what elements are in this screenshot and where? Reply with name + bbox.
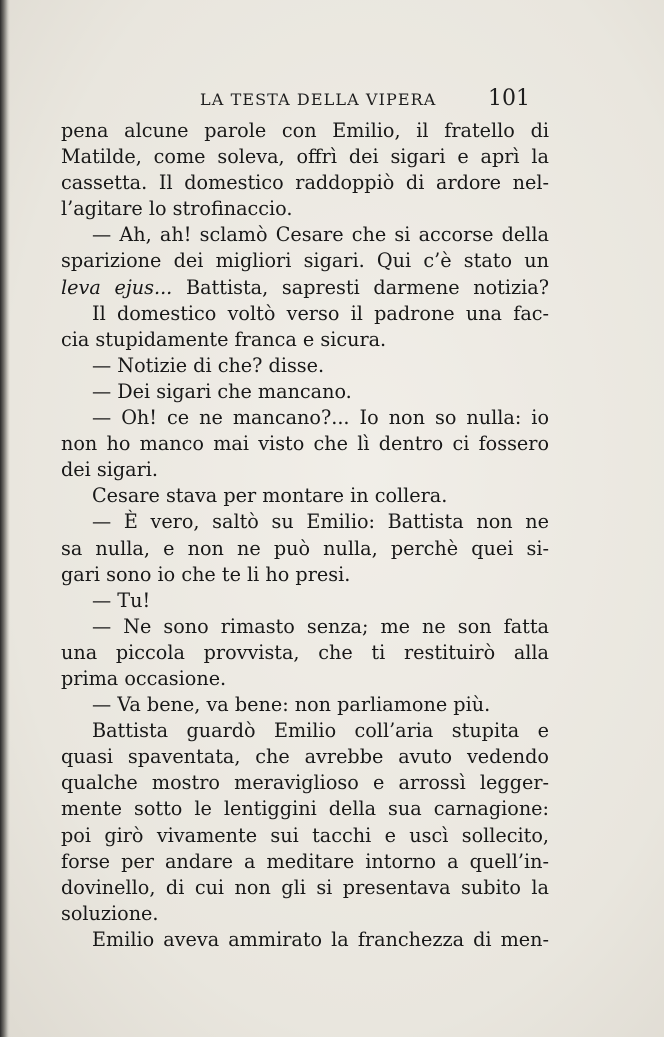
text-line: — Ah, ah! sclamò Cesare che si accorse della (92, 223, 549, 247)
text-line: una piccola provvista, che ti restituirò alla (61, 640, 549, 664)
text-line: prima occasione. (61, 666, 227, 690)
running-title: LA TESTA DELLA VIPERA (200, 90, 437, 109)
text-line: non ho manco mai visto che lì dentro ci fossero (61, 432, 549, 456)
text-line: Emilio aveva ammirato la franchezza di men- (92, 927, 549, 951)
text-line: Il domestico voltò verso il padrone una fac- (92, 301, 549, 325)
text-line: mente sotto le lentiggini della sua carnagione: (61, 797, 549, 821)
text-line: l’agitare lo strofinaccio. (61, 197, 293, 221)
text-line: — Va bene, va bene: non parliamone più. (92, 693, 491, 717)
text-line: dovinello, di cui non gli si presentava subito la (61, 875, 549, 899)
text-line: sparizione dei migliori sigari. Qui c’è stato un (61, 249, 549, 273)
text-line: soluzione. (61, 901, 159, 925)
page-header (200, 86, 530, 116)
text-line: — Tu! (92, 588, 151, 612)
text-line: pena alcune parole con Emilio, il fratello di (61, 119, 549, 142)
page-binding-edge (0, 0, 10, 1037)
text-line: sa nulla, e non ne può nulla, perchè quei si- (61, 536, 549, 560)
text-line: quasi spaventata, che avrebbe avuto vedendo (61, 745, 549, 769)
italic-phrase: leva ejus... (61, 275, 173, 299)
text-line: cassetta. Il domestico raddoppiò di ardore nel- (61, 171, 549, 195)
page-number: 101 (488, 86, 530, 111)
text-line: — Ne sono rimasto senza; me ne son fatta (92, 614, 549, 638)
text-line: Battista guardò Emilio coll’aria stupita e (92, 719, 549, 743)
text-line: gari sono io che te li ho presi. (61, 562, 351, 586)
text-line-with-italic (61, 275, 549, 301)
text-line: poi girò vivamente sui tacchi e uscì sollecito, (61, 823, 549, 847)
text-line: Cesare stava per montare in collera. (92, 484, 448, 508)
text-line: forse per andare a meditare intorno a quell’in- (61, 849, 549, 873)
body-text (61, 118, 549, 953)
text-line: — Dei sigari che mancano. (92, 379, 352, 403)
text-line-rest: Battista, sapresti darmene notizia? (186, 275, 550, 299)
text-line: — Oh! ce ne mancano?... Io non so nulla: io (92, 406, 549, 430)
text-line: — Notizie di che? disse. (92, 353, 325, 377)
text-line: dei sigari. (61, 458, 158, 482)
text-line: qualche mostro meraviglioso e arrossì legger- (61, 771, 549, 795)
text-line: — È vero, saltò su Emilio: Battista non ne (92, 510, 549, 534)
text-line: Matilde, come soleva, offrì dei sigari e aprì la (61, 145, 549, 169)
text-line: cia stupidamente franca e sicura. (61, 327, 387, 351)
